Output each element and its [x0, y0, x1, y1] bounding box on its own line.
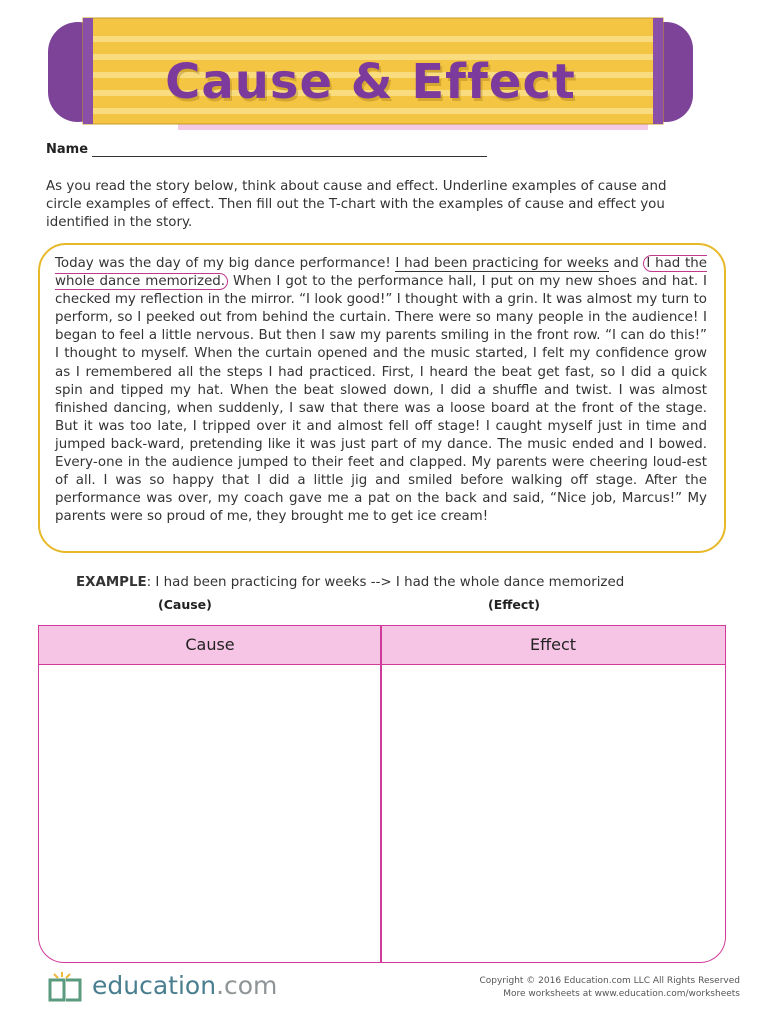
t-chart-header: [38, 625, 726, 665]
example-label: EXAMPLE: [76, 575, 147, 590]
story-and: and: [608, 256, 644, 271]
example-text: : I had been practicing for weeks --> I had the whole dance memorized: [146, 575, 625, 590]
more-worksheets-link[interactable]: More worksheets at www.education.com/worksheets: [503, 989, 740, 999]
instructions-text: As you read the story below, think about cause and effect. Underline examples of cause and circle examples of effect. Then fill out the T-chart with the examples of cause and effect you identified in the story.: [46, 179, 667, 230]
story-text: [55, 255, 707, 526]
education-logo-icon: [46, 970, 86, 1004]
name-label: Name: [46, 142, 89, 157]
circled-effect: I had the whole dance memorized.: [55, 256, 707, 290]
t-chart-divider: [380, 625, 382, 962]
t-chart-effect-header: Effect: [529, 635, 577, 654]
t-chart: [38, 625, 726, 963]
example-cause-label: (Cause): [158, 597, 212, 612]
underlined-cause: I had been practicing for weeks: [395, 256, 609, 271]
t-chart-cause-header: Cause: [185, 635, 235, 654]
title-banner: [48, 14, 693, 134]
name-blank-line[interactable]: [92, 144, 487, 157]
name-field[interactable]: [46, 142, 487, 157]
logo-main: education: [92, 971, 217, 1000]
copyright-text: Copyright © 2016 Education.com LLC All Rights Reserved: [479, 976, 740, 986]
story-intro: Today was the day of my big dance performance!: [55, 256, 396, 271]
story-body: When I got to the performance hall, I put on my new shoes and hat. I checked my reflection in the mirror. “I look good!” I thought with a grin. It was almost my turn to perform, so I peeked out from behind the curtain. There were so many people in the audience! I began to feel a little nervous. But then I saw my parents smiling in the front row. “I can do this!” I thought to myself. When the curtain opened and the music started, I felt my confidence grow as I remembered all the steps I had practiced. First, I heard the beat get fast, so I did a quick spin and tipped my hat. When the beat slowed down, I did a shuffle and twist. I was almost finished dancing, when suddenly, I saw that there was a loose board at the front of the stage. But it was too late, I tripped over it and almost fell off stage! I caught myself just in time and jumped back-ward, pretending like it was just part of my dance. The music ended and I bowed. Every-one in the audience jumped to their feet and clapped. My parents were cheering loud-est of all. I was so happy that I did a little jig and smiled before walking off stage. After the performance was over, my coach gave me a pat on the back and said, “Nice job, Marcus!” My parents were so proud of me, they brought me to get ice cream!: [55, 274, 707, 525]
education-logo-text: [92, 971, 277, 1000]
example-line: [76, 575, 624, 590]
page-title: Cause & Effect: [165, 54, 576, 110]
example-effect-label: (Effect): [488, 597, 540, 612]
logo-suffix: .com: [216, 971, 278, 1000]
copyright-block: [479, 975, 740, 1001]
